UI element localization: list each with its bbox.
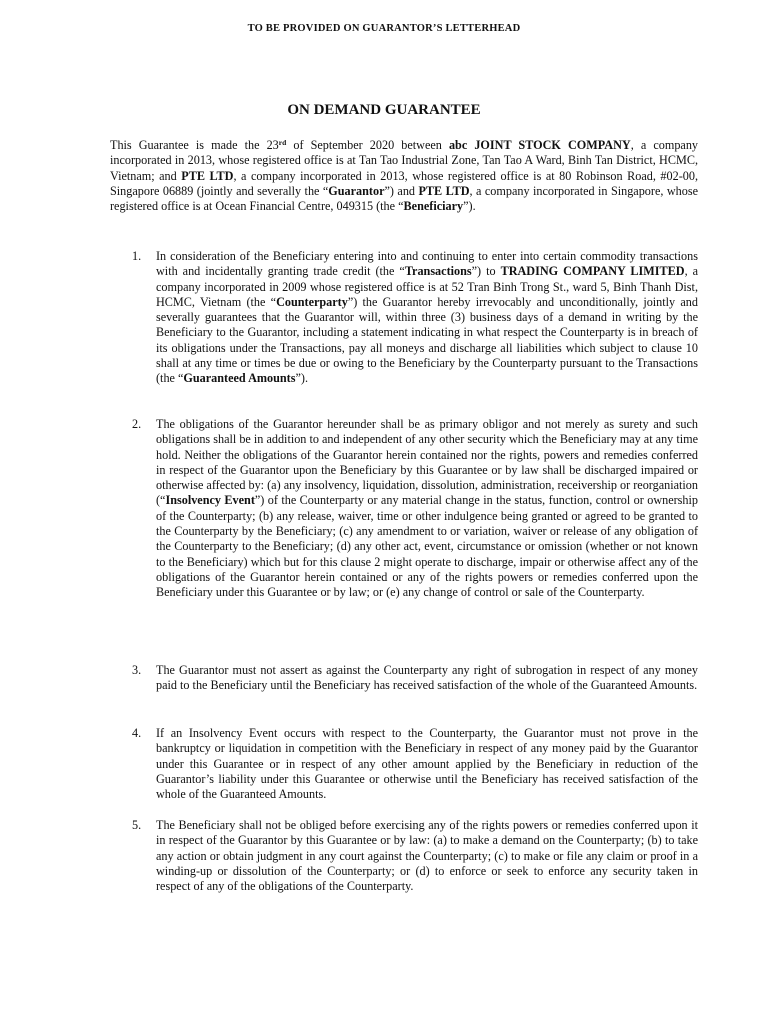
clause-text-run: ”).: [295, 371, 308, 386]
document-title: ON DEMAND GUARANTEE: [287, 102, 481, 118]
clause-number: 4.: [132, 726, 142, 740]
clause-text-run: ”) of the Counterparty or any material change in the status, function, control or ownership of the Counterparty; (b) any release, waiver, time or other indulgence being granted or agreed to be granted to the Counterparty by the Beneficiary; (c) any amendment to or variation, waiver or release of any obligation of the Counterparty to the Beneficiary; (d) any other act, event, circumstance or omission (whether or not known to the Beneficiary) which but for this clause 2 might operate to discharge, impair or otherwise affect any of the obligations of the Guarantor herein contained or any of the rights powers or remedies conferred upon the Beneficiary under this Guarantee or by law; or (e) any change of control or sale of the Counterparty.: [156, 493, 698, 600]
clause-text-run: , a company incorporated in 2009 whose registered office is at 52 Tran Binh Trong St., ward 5, Binh Thanh Dist, HCMC, Vietnam (the “: [156, 264, 699, 309]
clause-text-run: ”) the Guarantor hereby irrevocably and unconditionally, jointly and severally guarantees that the Guarantor will, within three (3) business days of a demand in writing by the Beneficiary to the Guarantor, including a statement indicating in what respect the Counterparty is in breach of its obligations under the Transactions, pay all moneys and discharge all liabilities which subject to clause 10 shall at any time or times be due or owing to the Beneficiary by the Counterparty pursuant to the Transactions (the “: [156, 294, 698, 386]
date-ordinal: rd: [278, 138, 287, 147]
clause-5: [110, 818, 698, 894]
clause-text: [156, 249, 698, 387]
clause-text: If an Insolvency Event occurs with respect to the Counterparty, the Guarantor must not prove in the bankruptcy or liquidation in competition with the Beneficiary in respect of any money paid by the Guarantor under this Guarantee or in respect of any other amount applied by the Beneficiary in reduction of the Guarantor’s liability under this Guarantee or otherwise until the Beneficiary has received satisfaction of the whole of the Guaranteed Amounts.: [156, 726, 698, 802]
clause-4: [110, 726, 698, 802]
clause-number: 1.: [132, 249, 142, 263]
intro-text: , a company incorporated in 2013, whose registered office is at 80 Robinson Road, #02-00, Singapore 06889 (jointly and severally the “: [110, 168, 699, 198]
clause-number: 5.: [132, 818, 142, 832]
clause-1: [110, 249, 698, 387]
defined-term: Guarantor: [328, 183, 385, 198]
intro-text: , a company incorporated in Singapore, whose registered office is at Ocean Financial Centre, 049315 (the “: [110, 183, 698, 214]
clause-3: [110, 663, 698, 694]
party-name: PTE LTD: [418, 183, 470, 198]
defined-term: Counterparty: [276, 294, 348, 309]
defined-term: Transactions: [404, 264, 472, 279]
intro-text: of September 2020 between: [286, 138, 449, 152]
clause-text: [156, 417, 698, 601]
intro-paragraph: [110, 138, 698, 214]
clause-2: [110, 417, 698, 601]
clause-text: The Beneficiary shall not be obliged before exercising any of the rights powers or remedies conferred upon it in respect of the Guarantor by this Guarantee or by law: (a) to make a demand on the Counterparty; (b) to take any action or obtain judgment in any court against the Counterparty; (c) to make or file any claim or proof in a winding-up or dissolution of the Counterparty; or (d) to enforce or seek to enforce any security taken in respect of any of the obligations of the Counterparty.: [156, 818, 698, 894]
clause-text-run: The obligations of the Guarantor hereunder shall be as primary obligor and not merely as surety and such obligations shall be in addition to and independent of any other security which the Beneficiary may at any time hold. Neither the obligations of the Guarantor herein contained nor the rights, powers and remedies conferred in respect of the Guarantor upon the Beneficiary by this Guarantee or by law shall be discharged impaired or otherwise affected by: (a) any insolvency, liquidation, dissolution, administration, receivership or reorganiation (“: [156, 417, 698, 508]
clause-number: 2.: [132, 417, 142, 431]
clause-text-run: ”) to: [471, 264, 501, 279]
defined-term: Insolvency Event: [165, 493, 255, 508]
clause-text-run: In consideration of the Beneficiary entering into and continuing to enter into certain commodity transactions with and incidentally granting trade credit (the “: [156, 249, 698, 279]
clause-text: The Guarantor must not assert as against the Counterparty any right of subrogation in respect of any money paid to the Beneficiary until the Beneficiary has received satisfaction of the whole of the Guaranteed Amounts.: [156, 663, 698, 693]
defined-term: Beneficiary: [403, 199, 464, 214]
clause-number: 3.: [132, 663, 142, 677]
intro-text: This Guarantee is made the 23: [110, 138, 279, 152]
party-name: PTE LTD: [181, 168, 234, 183]
party-name: TRADING COMPANY LIMITED: [500, 264, 685, 279]
party-name: abc JOINT STOCK COMPANY: [448, 138, 631, 152]
intro-text: ”).: [463, 199, 476, 214]
intro-text: ”) and: [384, 183, 419, 198]
intro-text: , a company incorporated in 2013, whose registered office is at Tan Tao Industrial Zone, Tan Tao A Ward, Binh Tan District, HCMC, Vietnam; and: [110, 138, 699, 183]
defined-term: Guaranteed Amounts: [183, 371, 296, 386]
letterhead-note: TO BE PROVIDED ON GUARANTOR’S LETTERHEAD: [247, 23, 521, 34]
